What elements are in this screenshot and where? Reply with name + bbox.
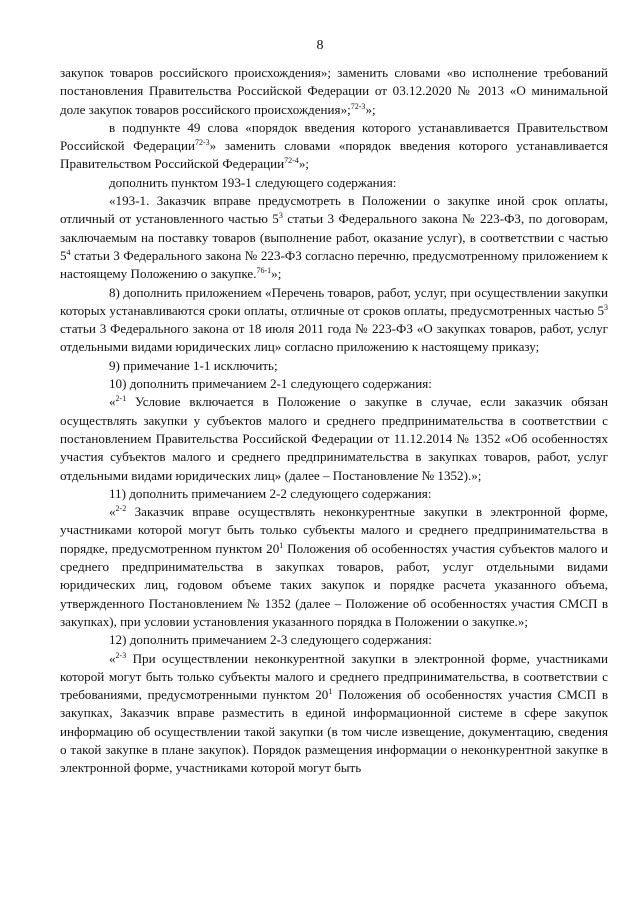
text-run: статьи 3 Федерального закона от 18 июля 2011 года № 223-ФЗ «О закупках товаров, работ, услуг отдельными видами юридических лиц» согласно приложению к настоящему приказу; xyxy=(60,321,608,355)
paragraph-p2 xyxy=(60,174,608,192)
text-run: статьи 3 Федерального закона № 223-ФЗ, по договорам, заключаемым на поставку товаров (выполнение работ, оказание услуг), в соответствии с частью 5 xyxy=(60,211,608,263)
paragraph-p3 xyxy=(60,192,608,283)
text-run: » заменить словами «порядок введения которого устанавливается Правительством Российской Федерации xyxy=(60,138,608,172)
footnote-ref: 72-3 xyxy=(350,101,366,111)
footnote-ref: 3 xyxy=(278,211,283,221)
text-run: « xyxy=(109,650,116,666)
text-run: Условие включается в Положение о закупке в случае, если заказчик обязан осуществлять закупки у субъектов малого и среднего предпринимательства в соответствии с постановлением Правительства Российской Федерации от 11.12.2014 № 1352 «Об особенностях участия субъектов малого и среднего предпринимательства в закупках товаров, работ, услуг отдельными видами юридических лиц» (далее – Постановление № 1352).»; xyxy=(60,394,608,483)
document-body xyxy=(60,64,608,778)
text-run: »; xyxy=(298,156,310,172)
paragraph-p4 xyxy=(60,284,608,357)
text-run: 10) дополнить примечанием 2-1 следующего содержания: xyxy=(109,376,432,392)
text-run: закупок товаров российского происхождения»; заменить словами «во исполнение требований постановления Правительства Российской Федерации от 03.12.2020 № 2013 «О минимальной доле закупок товаров российского происхождения»; xyxy=(60,65,608,117)
text-run: 12) дополнить примечанием 2-3 следующего содержания: xyxy=(109,632,432,648)
footnote-ref: 4 xyxy=(66,247,71,257)
footnote-ref: 2-1 xyxy=(115,394,127,404)
text-run: дополнить пунктом 193-1 следующего содержания: xyxy=(109,174,397,190)
footnote-ref: 72-4 xyxy=(284,156,299,166)
paragraph-p10 xyxy=(60,631,608,649)
paragraph-p1 xyxy=(60,119,608,174)
text-run: « xyxy=(109,504,116,520)
text-run: »; xyxy=(365,101,376,117)
text-run: Положения об особенностях участия субъектов малого и среднего предпринимательства в закупках товаров, работ, услуг отдельными видами юридических лиц, годовом объеме таких закупок и порядке расчета указанного объема, утвержденного Постановлением № 1352 (далее – Положение об особенностях участия СМСП в закупках), при условии установления указанного порядка в Положении о закупке.»; xyxy=(60,540,608,629)
text-run: статьи 3 Федерального закона № 223-ФЗ согласно перечню, предусмотренному приложением к настоящему Положению о закупке. xyxy=(60,247,608,282)
text-run: «193-1. Заказчик вправе предусмотреть в Положении о закупке иной срок оплаты, отличный от установленного частью 5 xyxy=(60,193,608,227)
text-run: 8) дополнить приложением «Перечень товаров, работ, услуг, при осуществлении закупки которых устанавливаются сроки оплаты, отличные от сроков оплаты, предусмотренных частью 5 xyxy=(60,284,608,318)
text-run: Положения об особенностях участия СМСП в закупках, Заказчик вправе разместить в единой информационной системе в сфере закупок информацию об осуществлении такой закупки (в том числе извещение, документацию, сведения о такой закупке в плане закупок). Порядок размещения информации о неконкурентной закупке в электронной форме, участниками которой могут быть xyxy=(60,687,609,776)
text-run: »; xyxy=(271,266,282,282)
text-run: 11) дополнить примечанием 2-2 следующего содержания: xyxy=(109,485,432,501)
paragraph-p11 xyxy=(60,650,608,778)
footnote-ref: 2-3 xyxy=(115,650,127,660)
footnote-ref: 72-3 xyxy=(194,138,210,148)
page-number: 8 xyxy=(316,38,324,53)
footnote-ref: 2-2 xyxy=(115,504,127,514)
text-run: При осуществлении неконкурентной закупки в электронной форме, участниками которой могут быть только субъекты малого и среднего предпринимательства, в соответствии с требованиями, предусмотренными пунктом 20 xyxy=(60,650,608,703)
paragraph-p9 xyxy=(60,503,608,631)
text-run: 9) примечание 1-1 исключить; xyxy=(109,357,278,373)
text-run: « xyxy=(109,394,116,410)
footnote-ref: 3 xyxy=(604,302,608,312)
footnote-ref: 76-1 xyxy=(256,266,272,276)
paragraph-p7 xyxy=(60,393,608,484)
text-run: в подпункте 49 слова «порядок введения которого устанавливается Правительством Российской Федерации xyxy=(60,119,608,154)
paragraph-p5 xyxy=(60,357,608,375)
paragraph-p6 xyxy=(60,375,608,393)
footnote-ref: 1 xyxy=(279,540,284,550)
footnote-ref: 1 xyxy=(328,687,333,697)
paragraph-p8 xyxy=(60,485,608,503)
paragraph-p0 xyxy=(60,64,608,119)
text-run: Заказчик вправе осуществлять неконкурентные закупки в электронной форме, участниками которой могут быть только субъекты малого и среднего предпринимательства в порядке, предусмотренном пунктом 20 xyxy=(60,504,608,556)
